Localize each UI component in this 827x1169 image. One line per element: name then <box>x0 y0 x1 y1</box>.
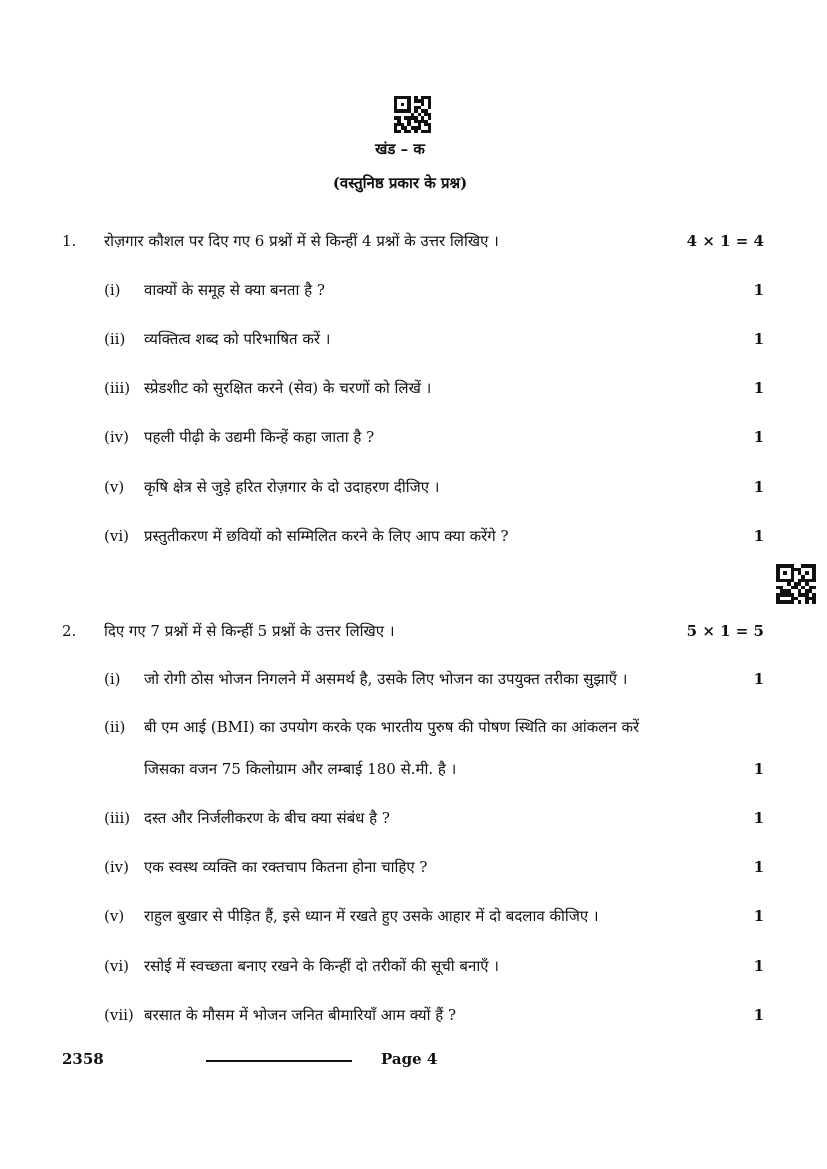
sub-question <box>0 667 827 691</box>
sub-question-text: व्यक्तित्व शब्द को परिभाषित करें । <box>144 330 331 348</box>
sub-question-continuation <box>0 757 827 781</box>
sub-question-number: (vi) <box>104 957 129 975</box>
sub-question <box>0 715 827 739</box>
sub-question-mark: 1 <box>753 330 764 348</box>
sub-question-number: (iii) <box>104 379 131 397</box>
question-2 <box>0 619 827 643</box>
sub-question-mark: 1 <box>753 858 764 876</box>
question-1 <box>0 229 827 253</box>
sub-question <box>0 524 827 548</box>
sub-question <box>0 904 827 928</box>
sub-question-mark: 1 <box>753 428 764 446</box>
sub-question <box>0 425 827 449</box>
page-number: Page 4 <box>381 1050 438 1068</box>
sub-question <box>0 327 827 351</box>
question-marks: 4 × 1 = 4 <box>686 232 764 250</box>
sub-question-mark: 1 <box>753 1006 764 1024</box>
sub-question-text: स्प्रेडशीट को सुरक्षित करने (सेव) के चरणों को लिखें । <box>144 379 432 397</box>
section-heading: खंड – क <box>375 140 425 158</box>
sub-question-mark: 1 <box>753 670 764 688</box>
question-marks: 5 × 1 = 5 <box>686 622 764 640</box>
sub-question-text: रसोई में स्वच्छता बनाए रखने के किन्हीं दो तरीकों की सूची बनाएँ । <box>144 957 499 975</box>
sub-question-number: (iv) <box>104 428 129 446</box>
sub-question-number: (vi) <box>104 527 129 545</box>
sub-question-mark: 1 <box>753 379 764 397</box>
sub-question-number: (i) <box>104 670 121 688</box>
sub-question-number: (iv) <box>104 858 129 876</box>
question-instruction: रोज़गार कौशल पर दिए गए 6 प्रश्नों में से किन्हीं 4 प्रश्नों के उत्तर लिखिए । <box>104 232 499 250</box>
qr-code-icon <box>394 96 431 133</box>
sub-question-mark: 1 <box>753 957 764 975</box>
sub-question-text: जिसका वजन 75 किलोग्राम और लम्बाई 180 से.मी. है । <box>144 760 457 778</box>
section-subheading: (वस्तुनिष्ठ प्रकार के प्रश्न) <box>332 174 468 192</box>
sub-question-number: (vii) <box>104 1006 134 1024</box>
sub-question-text: पहली पीढ़ी के उद्यमी किन्हें कहा जाता है ? <box>144 428 375 446</box>
sub-question-mark: 1 <box>753 527 764 545</box>
qr-code-icon <box>776 564 816 604</box>
sub-question <box>0 806 827 830</box>
sub-question-mark: 1 <box>753 760 764 778</box>
sub-question-number: (iii) <box>104 809 131 827</box>
question-number: 2. <box>62 622 77 640</box>
sub-question-mark: 1 <box>753 809 764 827</box>
sub-question <box>0 278 827 302</box>
sub-question-text: प्रस्तुतीकरण में छवियों को सम्मिलित करने के लिए आप क्या करेंगे ? <box>144 527 509 545</box>
sub-question <box>0 954 827 978</box>
sub-question <box>0 475 827 499</box>
question-instruction: दिए गए 7 प्रश्नों में से किन्हीं 5 प्रश्नों के उत्तर लिखिए । <box>104 622 395 640</box>
sub-question-text: राहुल बुखार से पीड़ित हैं, इसे ध्यान में रखते हुए उसके आहार में दो बदलाव कीजिए । <box>144 907 599 925</box>
sub-question-number: (i) <box>104 281 121 299</box>
sub-question-text: कृषि क्षेत्र से जुड़े हरित रोज़गार के दो उदाहरण दीजिए । <box>144 478 440 496</box>
sub-question-mark: 1 <box>753 478 764 496</box>
sub-question-number: (v) <box>104 907 125 925</box>
question-number: 1. <box>62 232 77 250</box>
sub-question-mark: 1 <box>753 281 764 299</box>
sub-question-text: एक स्वस्थ व्यक्ति का रक्तचाप कितना होना चाहिए ? <box>144 858 428 876</box>
sub-question-number: (v) <box>104 478 125 496</box>
sub-question-text: बरसात के मौसम में भोजन जनित बीमारियाँ आम क्यों हैं ? <box>144 1006 457 1024</box>
sub-question-text: बी एम आई (BMI) का उपयोग करके एक भारतीय पुरुष की पोषण स्थिति का आंकलन करें <box>144 718 640 736</box>
sub-question-text: जो रोगी ठोस भोजन निगलने में असमर्थ है, उसके लिए भोजन का उपयुक्त तरीका सुझाएँ । <box>144 670 628 688</box>
sub-question <box>0 376 827 400</box>
sub-question <box>0 855 827 879</box>
sub-question-mark: 1 <box>753 907 764 925</box>
sub-question-text: दस्त और निर्जलीकरण के बीच क्या संबंध है ? <box>144 809 390 827</box>
sub-question-number: (ii) <box>104 718 126 736</box>
footer-divider <box>206 1060 352 1062</box>
paper-code: 2358 <box>62 1050 104 1068</box>
sub-question-text: वाक्यों के समूह से क्या बनता है ? <box>144 281 325 299</box>
sub-question <box>0 1003 827 1027</box>
sub-question-number: (ii) <box>104 330 126 348</box>
